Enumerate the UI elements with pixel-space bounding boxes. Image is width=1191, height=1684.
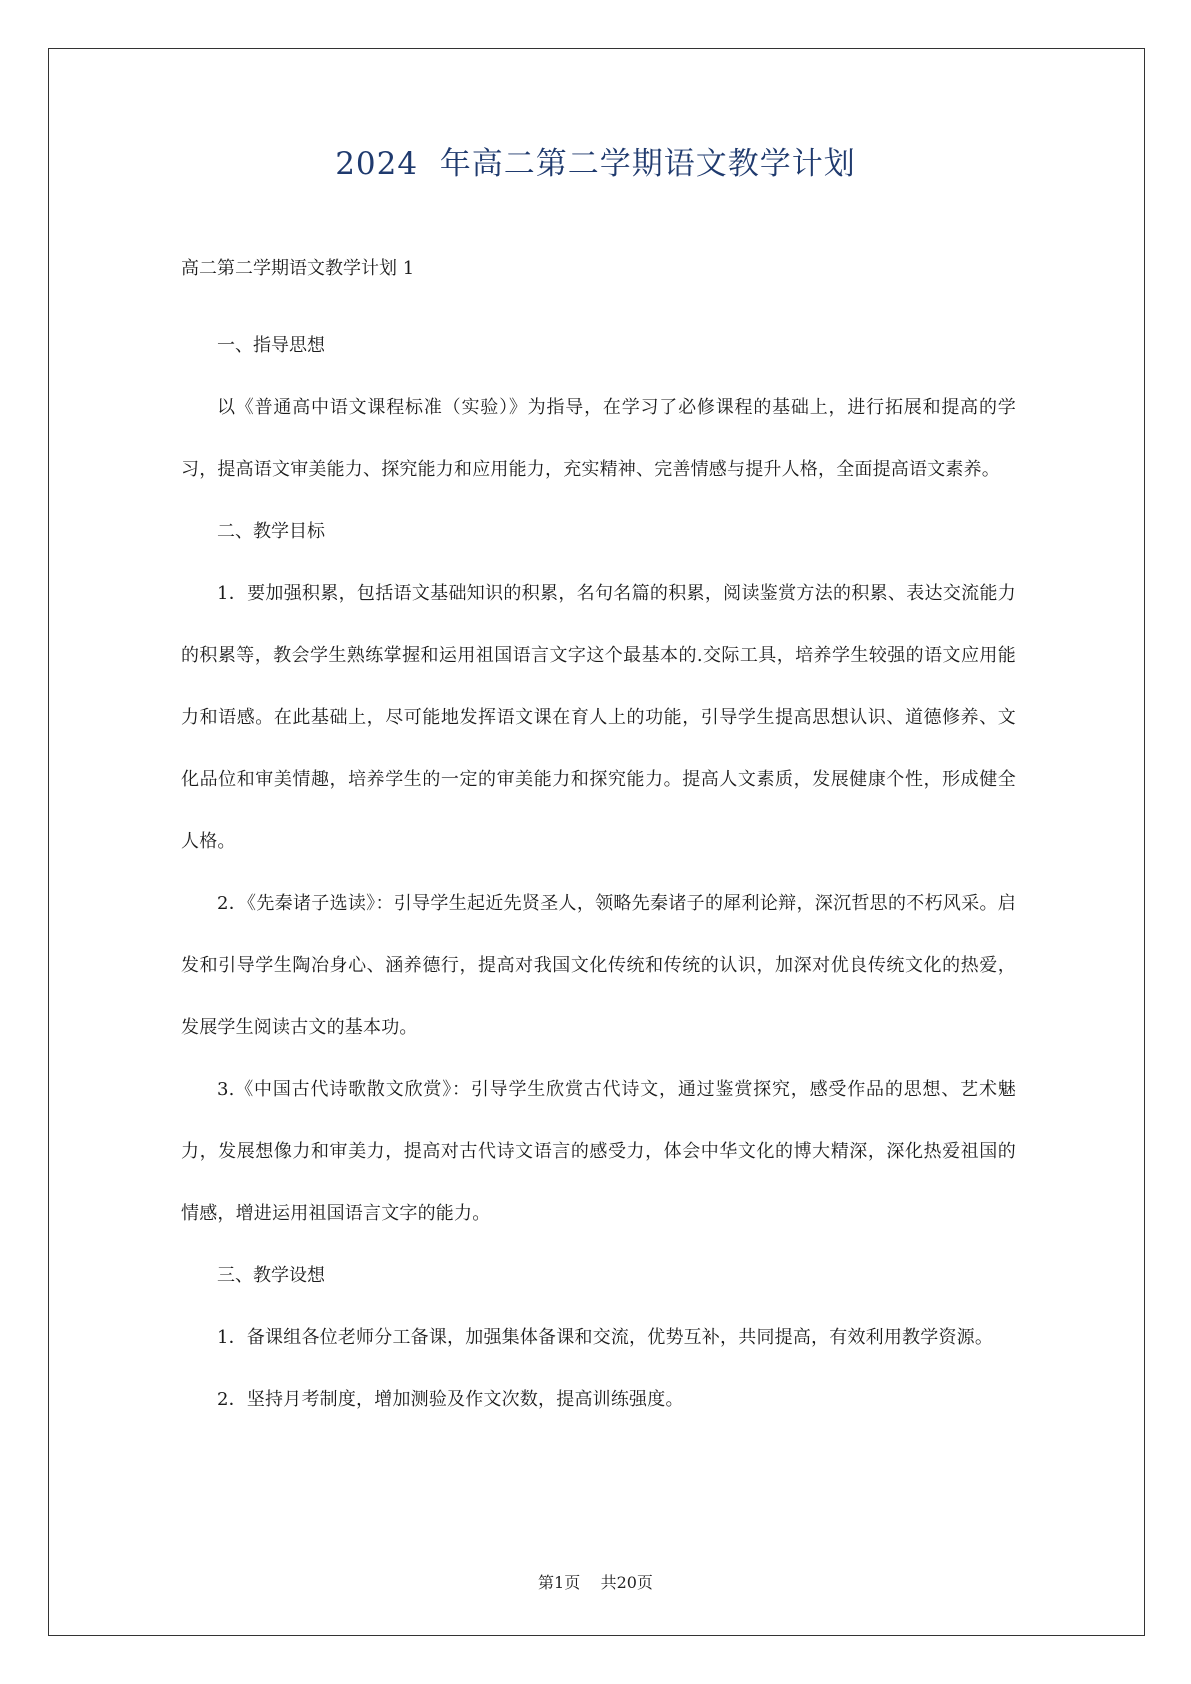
section-heading: 二、教学目标 [217,521,325,542]
paragraph: 1．备课组各位老师分工备课，加强集体备课和交流，优势互补，共同提高，有效利用教学资源。 [217,1327,994,1348]
document-subtitle: 高二第二学期语文教学计划 1 [181,258,415,279]
paragraph: 2．坚持月考制度，增加测验及作文次数，提高训练强度。 [217,1389,684,1410]
section-heading: 三、教学设想 [217,1265,325,1286]
paragraph: 3.《中国古代诗歌散文欣赏》：引导学生欣赏古代诗文，通过鉴赏探究，感受作品的思想、艺术魅力，发展想像力和审美力，提高对古代诗文语言的感受力，体会中华文化的博大精深，深化热爱祖国的情感，增进运用祖国语言文字的能力。 [181,1079,1016,1224]
page-number-footer: 第1页 共20页 [538,1573,653,1592]
paragraph: 以《普通高中语文课程标准（实验）》为指导，在学习了必修课程的基础上，进行拓展和提高的学习，提高语文审美能力、探究能力和应用能力，充实精神、完善情感与提升人格，全面提高语文素养。 [181,397,1016,480]
paragraph: 1．要加强积累，包括语文基础知识的积累，名句名篇的积累，阅读鉴赏方法的积累、表达交流能力的积累等，教会学生熟练掌握和运用祖国语言文字这个最基本的.交际工具，培养学生较强的语文应用能力和语感。在此基础上，尽可能地发挥语文课在育人上的功能，引导学生提高思想认识、道德修养、文化品位和审美情趣，培养学生的一定的审美能力和探究能力。提高人文素质，发展健康个性，形成健全人格。 [181,583,1016,852]
document-body [181,253,1016,1431]
document-title: 2024 年高二第二学期语文教学计划 [335,146,856,182]
section-heading: 一、指导思想 [217,335,325,356]
paragraph: 2．《先秦诸子选读》：引导学生起近先贤圣人，领略先秦诸子的犀利论辩，深沉哲思的不朽风采。启发和引导学生陶冶身心、涵养德行，提高对我国文化传统和传统的认识，加深对优良传统文化的热爱，发展学生阅读古文的基本功。 [181,893,1016,1038]
